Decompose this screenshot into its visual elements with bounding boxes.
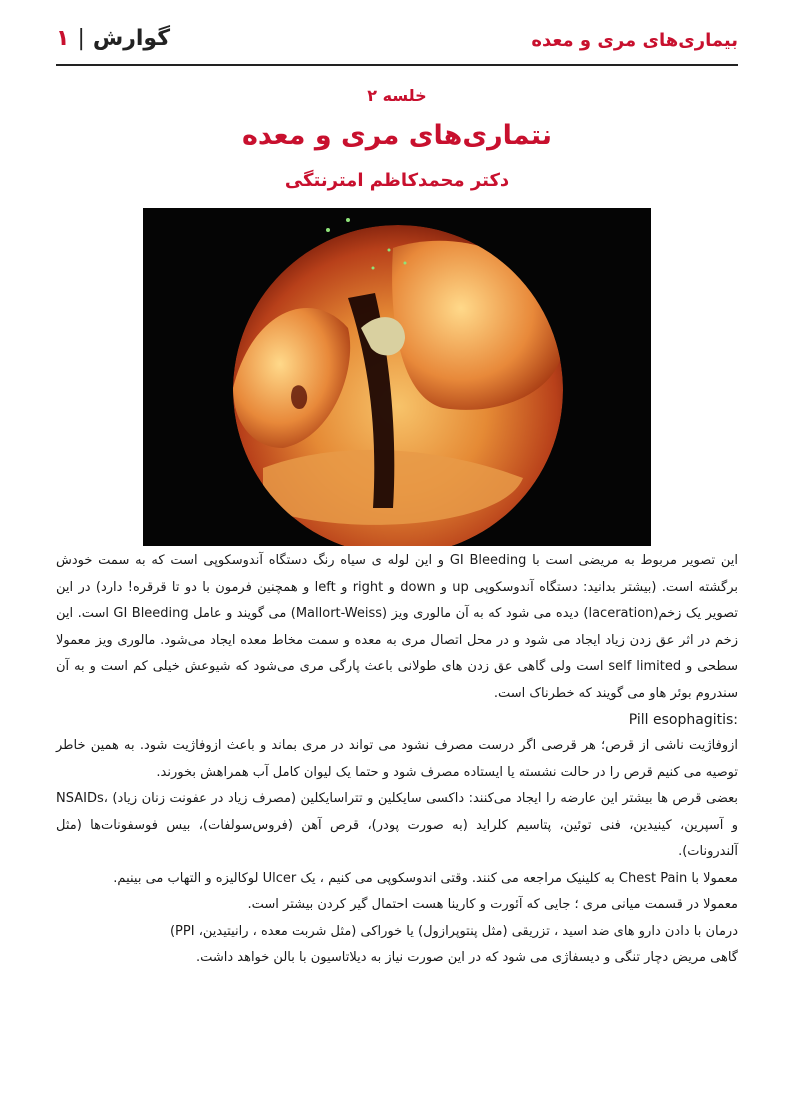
pill-paragraph: ازوفاژیت ناشی از قرص؛ هر قرصی اگر درست مصرف نشود می تواند در مری بماند و باعث ازوفاژیت شود. به همین خاطر توصیه می کنیم قرص را در حالت نشسته یا ایستاده مصرف شود و حتما یک لیوان کامل آب همراهش بخورند. <box>56 738 738 780</box>
section-title: بیماری‌های مری و معده <box>531 30 738 51</box>
pill-paragraph: بعضی قرص ها بیشتر این عارضه را ایجاد می‌کنند: داکسی سایکلین و تتراسایکلین (مصرف زیاد در عفونت زنان زیاد) ،NSAIDs و آسپرین، کینیدین، فنی توئین، پتاسیم کلراید (به صورت پودر)، قرص آهن (فروس‌سولفات)، بیس فوسفونات‌ها (مثل آلندرونات). <box>56 791 738 859</box>
author-name: دکتر محمدکاظم امترنتگی <box>284 170 510 191</box>
session-label: خلسه ۲ <box>367 86 427 105</box>
article-body <box>56 548 738 972</box>
intro-paragraph: این تصویر مربوط به مریضی است با GI Bleeding و این لوله ی سیاه رنگ دستگاه آندوسکوپی است که به سمت خودش برگشته است. (بیشتر بدانید: دستگاه آندوسکوپی up و down و right و left و همچنین فرمون با دو تا قرقره! دارد) در این تصویر یک زخم(laceration) دیده می شود که به آن مالوری ویز (Mallort-Weiss) می گویند و عامل GI Bleeding است. این زخم در اثر عق زدن زیاد ایجاد می شود و در محل اتصال مری به معده و سمت مخاط معده ایجاد می‌شود. مالوری ویز معمولا سطحی و self limited است ولی گاهی عق زدن های طولانی باعث پارگی مری می‌شود که شیوعش خیلی کم است و به آن سندروم بوئر هاو می گویند که خطرناک است. <box>56 553 738 701</box>
page-header <box>56 22 738 66</box>
pill-paragraph: گاهی مریض دچار تنگی و دیسفاژی می شود که در این صورت نیاز به دیلاتاسیون با بالن خواهد داشت. <box>195 950 738 965</box>
pill-paragraph: معمولا با Chest Pain به کلینیک مراجعه می کنند. وقتی اندوسکوپی می کنیم ، یک Ulcer لوکالیزه و التهاب می بینیم. <box>113 870 738 886</box>
header-meta <box>56 26 170 51</box>
pill-paragraph: معمولا در قسمت میانی مری ؛ جایی که آئورت و کارینا هست احتمال گیر کردن بیشتر است. <box>247 897 738 912</box>
page-title: نتماری‌های مری و معده <box>241 120 553 151</box>
pill-paragraph: درمان با دادن دارو های ضد اسید ، تزریقی (مثل پنتوپرازول) یا خوراکی (مثل شربت معده ، رانیتیدین، PPI) <box>169 923 738 939</box>
report-label: گوارش <box>92 26 171 51</box>
page-number: ۱ <box>56 26 70 51</box>
section-heading-pill-esophagitis: :Pill esophagitis <box>628 712 738 728</box>
endoscopy-image <box>143 208 651 546</box>
header-separator: | <box>77 26 85 51</box>
